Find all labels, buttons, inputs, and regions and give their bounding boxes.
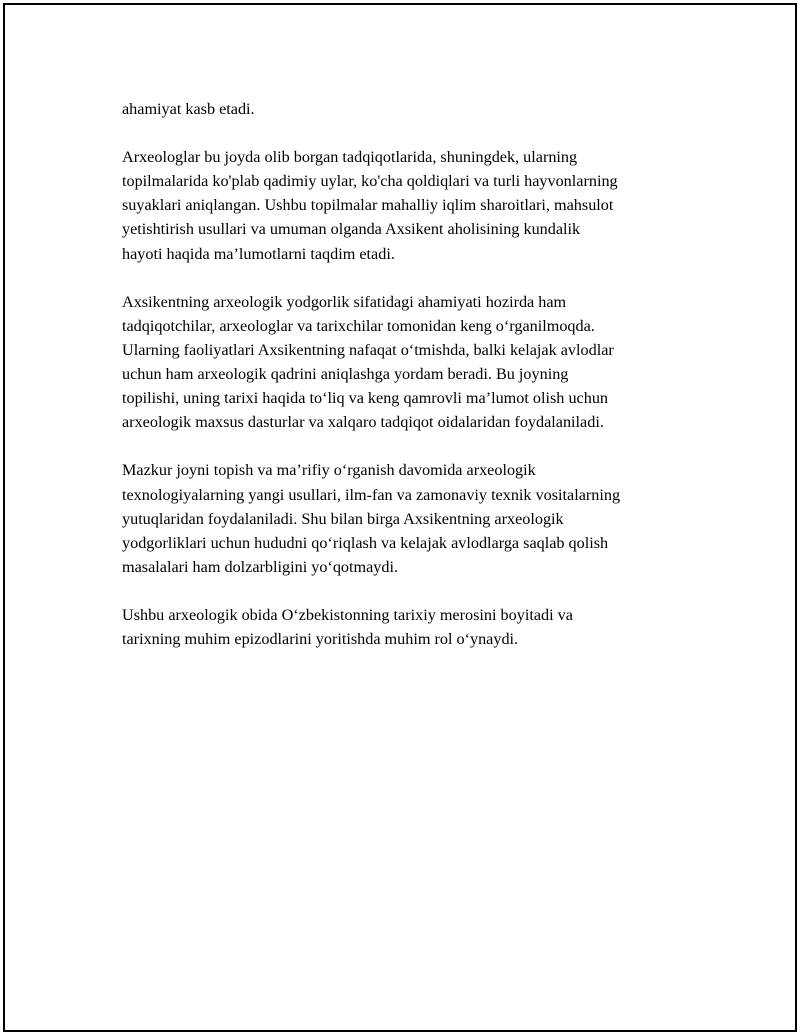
paragraph-2 [122,145,702,265]
text-line: ahamiyat kasb etadi. [122,100,255,118]
paragraph-1 [122,97,702,121]
paragraph-4 [122,458,702,578]
text-line: uchun ham arxeologik qadrini aniqlashga yordam beradi. Bu joyning [122,365,569,384]
paragraph-3 [122,290,702,435]
text-line: Mazkur joyni topish va ma’rifiy o‘rganish davomida arxeologik [122,461,536,480]
text-line: yutuqlaridan foydalaniladi. Shu bilan birga Axsikentning arxeologik [122,509,564,528]
text-line: topilmalarida ko'plab qadimiy uylar, ko'cha qoldiqlari va turli hayvonlarning [122,172,618,191]
text-line: Arxeologlar bu joyda olib borgan tadqiqotlarida, shuningdek, ularning [122,148,578,167]
text-line: Ularning faoliyatlari Axsikentning nafaqat o‘tmishda, balki kelajak avlodlar [122,340,614,359]
text-line: topilishi, uning tarixi haqida to‘liq va keng qamrovli ma’lumot olish uchun [122,389,609,408]
text-line: yodgorliklari uchun hududni qo‘riqlash va kelajak avlodlarga saqlab qolish [122,533,609,552]
text-line: tarixning muhim epizodlarini yoritishda muhim rol o‘ynaydi. [122,630,519,649]
text-line: yetishtirish usullari va umuman olganda Axsikent aholisining kundalik [122,220,581,239]
text-line: arxeologik maxsus dasturlar va xalqaro tadqiqot oidalaridan foydalaniladi. [122,413,604,432]
text-line: hayoti haqida ma’lumotlarni taqdim etadi. [122,244,395,263]
page-frame [3,3,797,1032]
text-line: tadqiqotchilar, arxeologlar va tarixchilar tomonidan keng o‘rganilmoqda. [122,316,595,335]
document-body [122,97,702,675]
text-line: masalalari ham dolzarbligini yo‘qotmaydi. [122,557,399,576]
text-line: Ushbu arxeologik obida O‘zbekistonning tarixiy merosini boyitadi va [122,605,573,624]
text-line: suyaklari aniqlangan. Ushbu topilmalar mahalliy iqlim sharoitlari, mahsulot [122,196,614,215]
text-line: Axsikentning arxeologik yodgorlik sifatidagi ahamiyati hozirda ham [122,292,567,311]
text-line: texnologiyalarning yangi usullari, ilm-fan va zamonaviy texnik vositalarning [122,485,621,504]
paragraph-5 [122,603,702,651]
